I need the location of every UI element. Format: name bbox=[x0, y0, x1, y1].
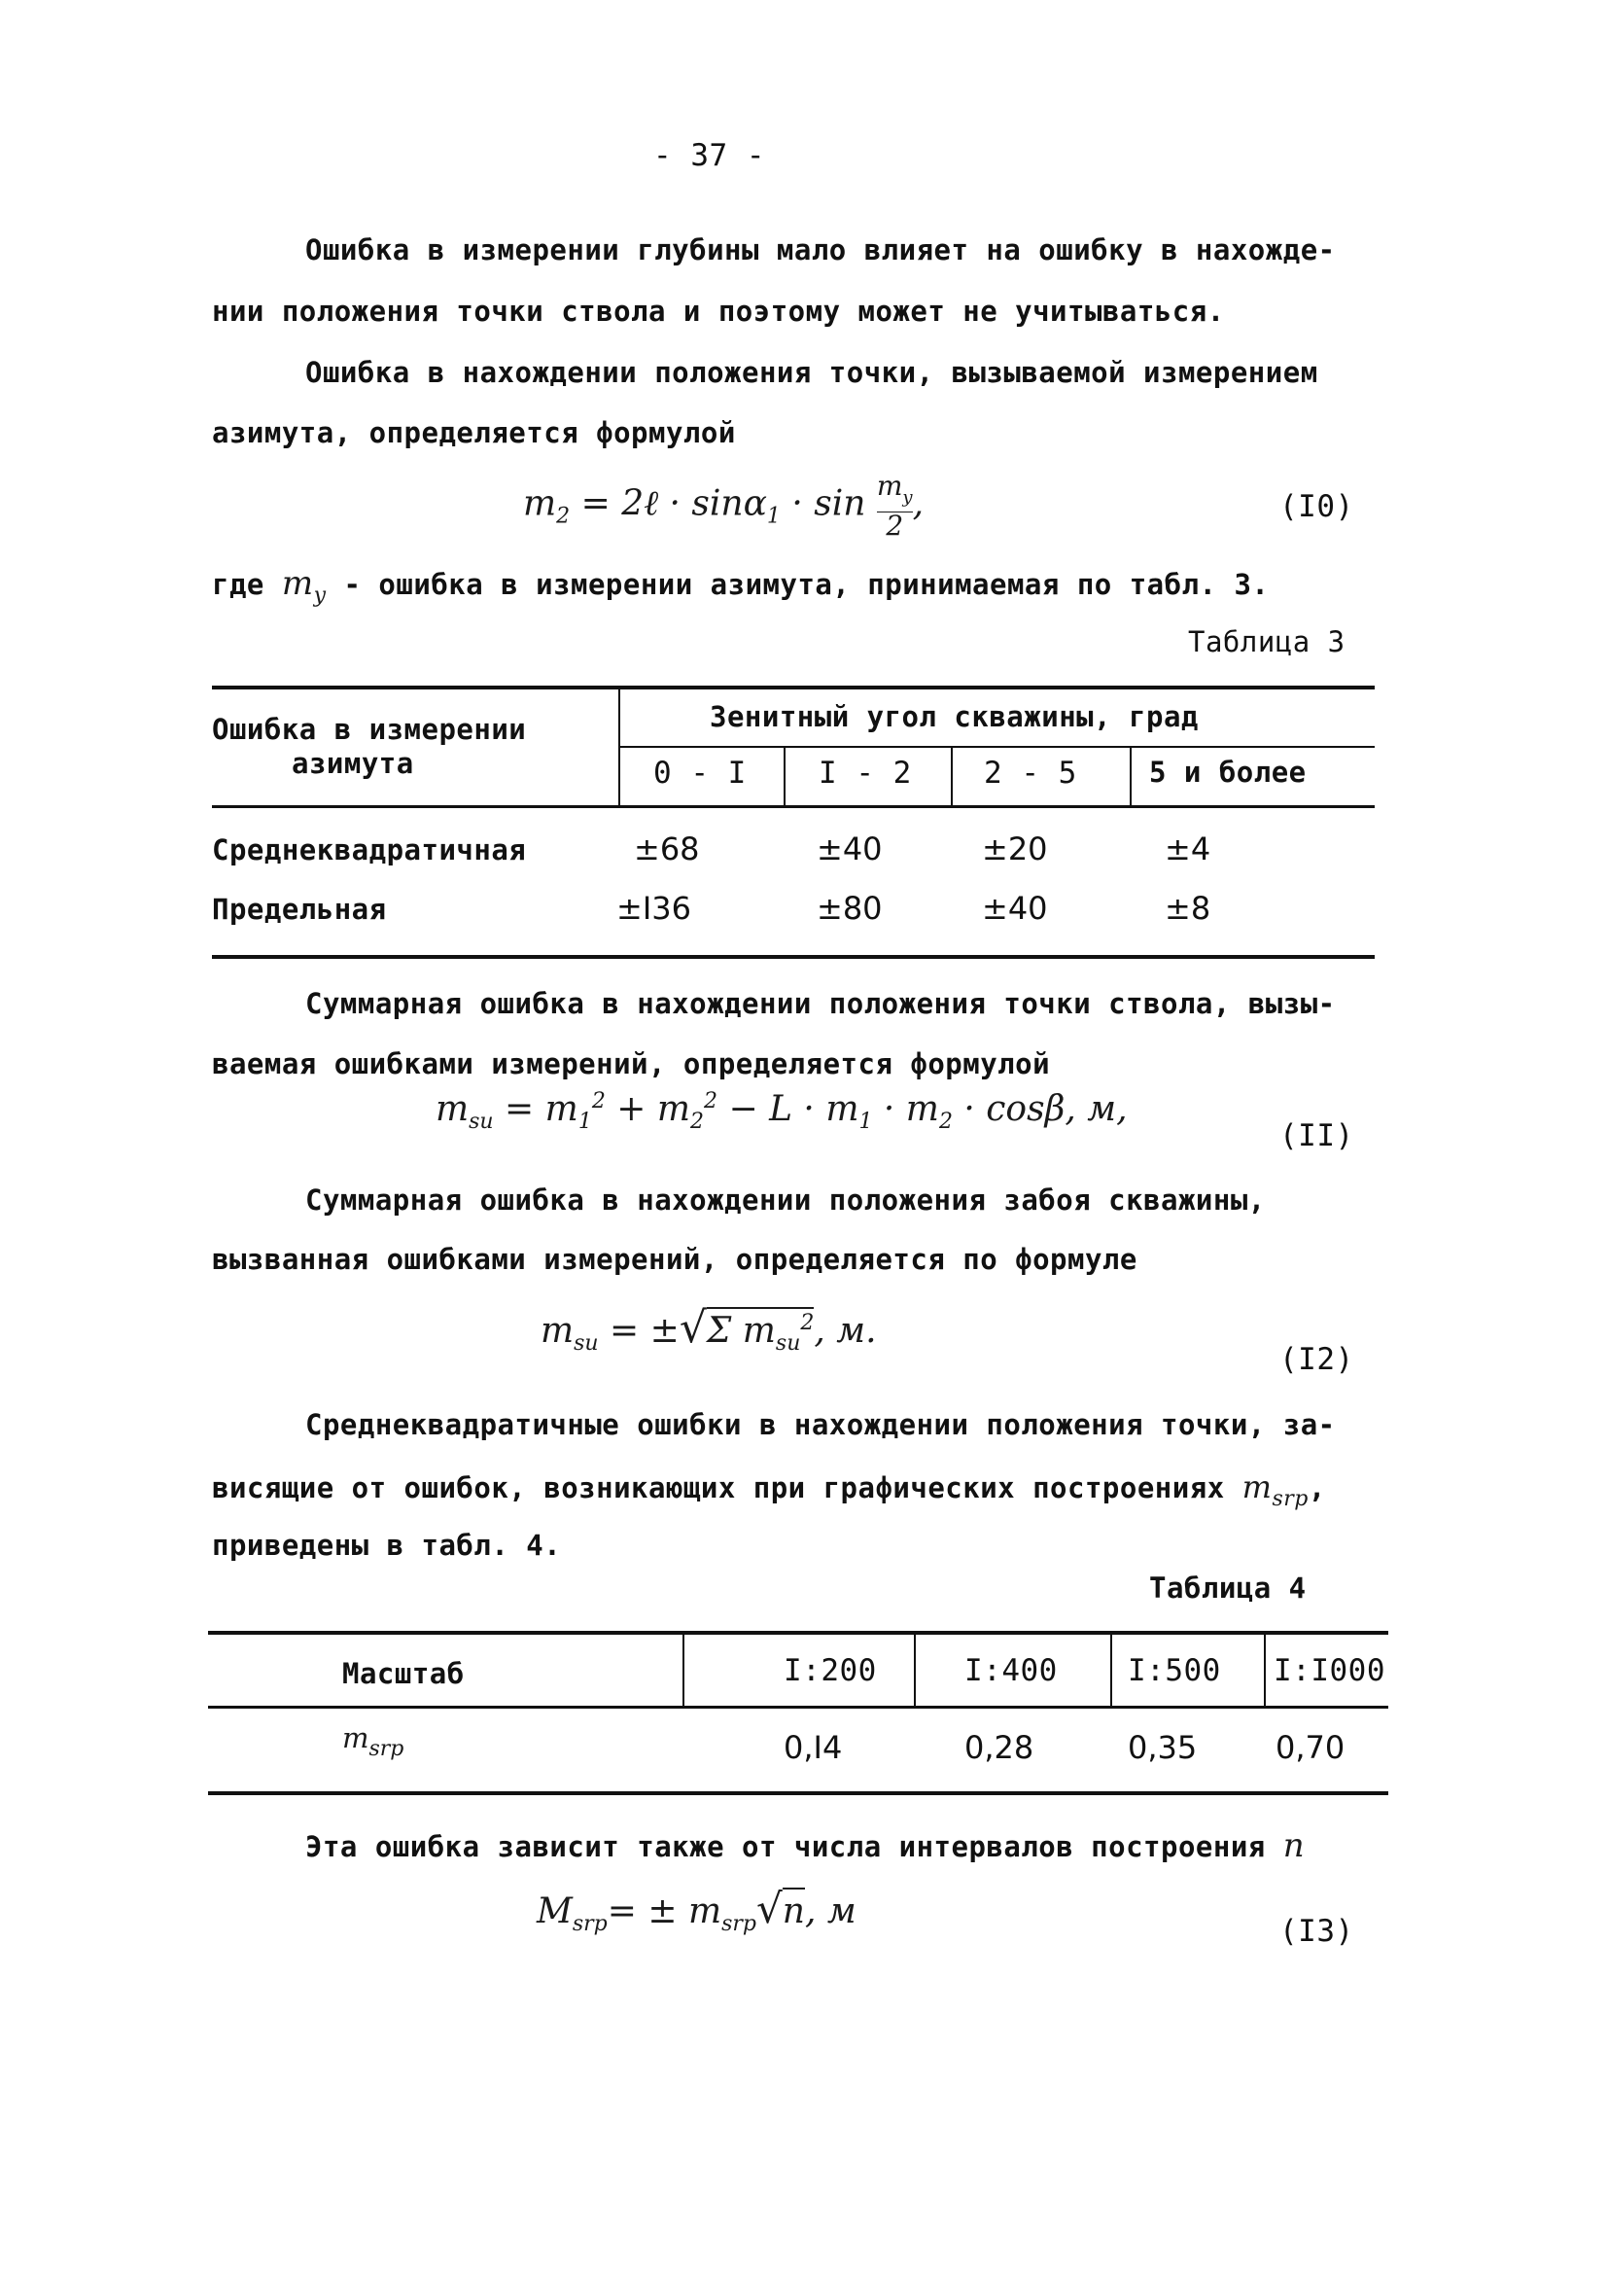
table-4-header-label: Масштаб bbox=[342, 1657, 465, 1690]
paragraph-1-line-2: нии положения точки ствола и поэтому может не учитываться. bbox=[212, 295, 1225, 328]
paragraph-5-line-2: вызванная ошибками измерений, определяется по формуле bbox=[212, 1243, 1137, 1276]
formula-11: $m_{su} = m_1^2 + m_2^2 - L \cdot m_1 \cdot m_2 \cdot \cos\beta$, м, bbox=[436, 1089, 1128, 1134]
paragraph-6-line-1: Среднеквадратичные ошибки в нахождении положения точки, за- bbox=[305, 1408, 1336, 1441]
paragraph-6-line-2-text: висящие от ошибок, возникающих при графических построениях bbox=[212, 1471, 1225, 1504]
table-4-col-header-1: I:200 bbox=[784, 1653, 877, 1688]
table-4-row-label: $m_{srp}$ bbox=[342, 1721, 404, 1761]
table-4-top-rule bbox=[208, 1631, 1388, 1635]
paragraph-7-text: Эта ошибка зависит также от числа интервалов построения bbox=[305, 1830, 1266, 1863]
formula-12-number: (I2) bbox=[1279, 1342, 1354, 1377]
table-3-header-bottom-rule bbox=[212, 805, 1375, 808]
table-3-row-1-value-4: ±4 bbox=[1165, 830, 1211, 867]
symbol-my: $m_y$ bbox=[281, 564, 327, 608]
table-4-caption: Таблица 4 bbox=[1149, 1572, 1307, 1605]
formula-12: $m_{su} = \pm√\Sigma$ $m_{su}^2$, м. bbox=[541, 1303, 877, 1356]
formula-10-number: (I0) bbox=[1279, 489, 1354, 524]
table-3-row-header-line-2: азимута bbox=[292, 747, 414, 780]
table-3-caption: Таблица 3 bbox=[1188, 625, 1346, 658]
table-3-col-header-2: I - 2 bbox=[819, 756, 912, 791]
table-3-group-header: Зенитный угол скважины, град bbox=[710, 700, 1199, 733]
table-4-value-2: 0,28 bbox=[964, 1729, 1034, 1766]
table-4-vline-2 bbox=[914, 1635, 916, 1707]
table-3-top-rule bbox=[212, 686, 1375, 689]
table-3-row-1-value-1: ±68 bbox=[634, 830, 700, 867]
table-3-row-2-value-4: ±8 bbox=[1165, 890, 1211, 927]
table-3-row-2-label: Предельная bbox=[212, 893, 387, 926]
paragraph-3-prefix: где bbox=[212, 568, 264, 601]
symbol-msrp-text: msrp bbox=[11, 2237, 15, 2238]
table-4-value-3: 0,35 bbox=[1128, 1729, 1198, 1766]
formula-10-text: m2 = 2ℓ · sinα1 · sin my/2, bbox=[523, 533, 540, 534]
paragraph-2-line-1: Ошибка в нахождении положения точки, вызываемой измерением bbox=[305, 356, 1318, 389]
table-3-col-header-3: 2 - 5 bbox=[984, 756, 1077, 791]
paragraph-6-line-3: приведены в табл. 4. bbox=[212, 1529, 562, 1562]
paragraph-5-line-1: Суммарная ошибка в нахождении положения забоя скважины, bbox=[305, 1183, 1266, 1217]
symbol-my-text: my bbox=[10, 2237, 12, 2238]
table-3-col-header-1: 0 - I bbox=[653, 756, 747, 791]
formula-13: $M_{srp}= \pm m_{srp}√n$, м bbox=[537, 1885, 856, 1936]
formula-12-text: msu = ±√ Σ msu², м. bbox=[541, 1371, 552, 1372]
paragraph-2-line-2: азимута, определяется формулой bbox=[212, 416, 736, 449]
table-3-row-1-value-3: ±20 bbox=[982, 830, 1048, 867]
table-3-row-2-value-2: ±80 bbox=[817, 890, 883, 927]
paragraph-4-line-1: Суммарная ошибка в нахождении положения точки ствола, вызы- bbox=[305, 987, 1336, 1020]
formula-13-number: (I3) bbox=[1279, 1914, 1354, 1949]
symbol-msrp: $m_{srp}$ bbox=[1241, 1468, 1309, 1511]
table-3-row-2-value-1: ±I36 bbox=[616, 890, 691, 927]
symbol-n-text: n bbox=[14, 2237, 16, 2238]
table-3-col-vline-3 bbox=[1130, 748, 1132, 806]
table-3-row-header-line-1: Ошибка в измерении bbox=[212, 713, 527, 746]
symbol-n: n bbox=[1282, 1826, 1306, 1865]
table-4-col-header-4: I:I000 bbox=[1274, 1653, 1385, 1688]
table-4-vline-1 bbox=[682, 1635, 684, 1707]
table-4-col-header-2: I:400 bbox=[964, 1653, 1058, 1688]
table-3-row-1-value-2: ±40 bbox=[817, 830, 883, 867]
table-4-vline-3 bbox=[1110, 1635, 1112, 1707]
paragraph-1-line-1: Ошибка в измерении глубины мало влияет на ошибку в нахожде- bbox=[305, 233, 1336, 266]
table-3-group-rule bbox=[618, 746, 1375, 748]
table-4-col-header-3: I:500 bbox=[1128, 1653, 1221, 1688]
table-3-col-vline-1 bbox=[784, 748, 786, 806]
table-3-row-1-label: Среднеквадратичная bbox=[212, 833, 527, 866]
table-3-bottom-rule bbox=[212, 955, 1375, 959]
paragraph-4-line-2: ваемая ошибками измерений, определяется формулой bbox=[212, 1047, 1051, 1080]
table-3-row-2-value-3: ±40 bbox=[982, 890, 1048, 927]
table-3-col-vline-2 bbox=[951, 748, 953, 806]
formula-10: $m_2$ = 2ℓ · sinα$_1$ · sin $\frac{m_y}{2}$ , bbox=[523, 470, 925, 542]
paragraph-7-line-1 bbox=[305, 1826, 1305, 1865]
table-4-header-bottom-rule bbox=[208, 1706, 1388, 1709]
paragraph-3 bbox=[212, 564, 1269, 608]
table-3-col-header-4: 5 и более bbox=[1149, 756, 1307, 789]
table-4-bottom-rule bbox=[208, 1791, 1388, 1795]
symbol-texts bbox=[10, 2237, 18, 2238]
formula-13-text: Msrp = ± msrp√n, м bbox=[537, 1955, 547, 1956]
table-4-row-label-text: msrp bbox=[16, 2237, 18, 2238]
page-number: - 37 - bbox=[653, 138, 765, 173]
table-4-value-4: 0,70 bbox=[1276, 1729, 1346, 1766]
paragraph-6-line-2: висящие от ошибок, возникающих при графических построениях $m_{srp}$, bbox=[212, 1468, 1326, 1511]
table-3-header-vline bbox=[618, 689, 620, 806]
formula-11-text: msu = m1² + m2² − L · m1 · m2 · cosβ, м, bbox=[436, 1149, 460, 1150]
table-4-value-1: 0,I4 bbox=[784, 1729, 843, 1766]
paragraph-3-rest: - ошибка в измерении азимута, принимаемая по табл. 3. bbox=[343, 568, 1270, 601]
formula-11-number: (II) bbox=[1279, 1118, 1354, 1153]
table-4-vline-4 bbox=[1264, 1635, 1266, 1707]
